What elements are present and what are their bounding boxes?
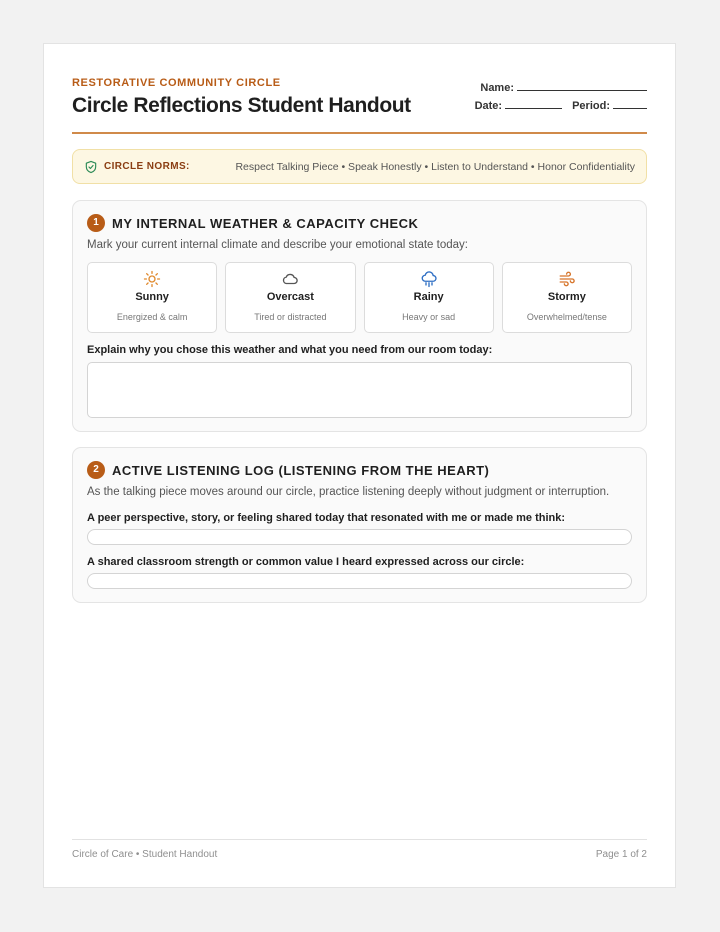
weather-option-stormy[interactable] — [502, 262, 632, 333]
peer-perspective-prompt: A peer perspective, story, or feeling shared today that resonated with me or made me think: — [87, 512, 566, 524]
circle-norms-banner — [72, 149, 647, 184]
name-field[interactable] — [475, 80, 647, 98]
date-label: Date: — [474, 100, 503, 112]
peer-perspective-field[interactable] — [87, 529, 632, 545]
weather-explanation-field[interactable] — [87, 362, 632, 418]
weather-option-desc: Energized & calm — [116, 312, 188, 322]
weather-option-name: Rainy — [413, 291, 444, 303]
handout-page — [43, 43, 676, 888]
header-divider — [72, 132, 647, 134]
period-blank-line[interactable] — [613, 98, 647, 109]
weather-check-section — [72, 200, 647, 432]
page-number: Page 1 of 2 — [595, 849, 647, 860]
cloud-icon — [281, 270, 299, 288]
section-title: ACTIVE LISTENING LOG (LISTENING FROM THE HEART) — [112, 463, 490, 478]
weather-option-desc: Heavy or sad — [402, 312, 456, 322]
section-number-badge: 1 — [87, 214, 105, 232]
section-instructions: As the talking piece moves around our circle, practice listening deeply without judgment or interruption. — [87, 486, 610, 498]
student-info-fields — [475, 80, 647, 116]
name-label: Name: — [480, 82, 514, 94]
section-title: MY INTERNAL WEATHER & CAPACITY CHECK — [112, 216, 419, 231]
weather-options — [87, 262, 632, 333]
period-label: Period: — [572, 100, 610, 112]
weather-option-rainy[interactable] — [364, 262, 494, 333]
weather-option-desc: Overwhelmed/tense — [526, 312, 607, 322]
weather-option-sunny[interactable] — [87, 262, 217, 333]
weather-option-name: Overcast — [266, 291, 314, 303]
rain-cloud-icon — [420, 270, 438, 288]
shared-strength-field[interactable] — [87, 573, 632, 589]
section-number-badge: 2 — [87, 461, 105, 479]
date-period-row — [475, 98, 647, 116]
norms-label: CIRCLE NORMS: — [104, 161, 190, 172]
sun-icon — [143, 270, 161, 288]
weather-option-desc: Tired or distracted — [254, 312, 327, 322]
weather-option-overcast[interactable] — [225, 262, 355, 333]
norms-text: Respect Talking Piece • Speak Honestly • Listen to Understand • Honor Confidentiality — [235, 161, 635, 173]
date-blank-line[interactable] — [505, 98, 562, 109]
weather-option-name: Stormy — [547, 291, 586, 303]
shared-strength-prompt: A shared classroom strength or common value I heard expressed across our circle: — [87, 556, 525, 568]
shield-check-icon — [84, 160, 98, 174]
footer-divider — [72, 839, 647, 840]
footer-left-text: Circle of Care • Student Handout — [72, 849, 218, 860]
program-eyebrow: RESTORATIVE COMMUNITY CIRCLE — [72, 77, 281, 89]
page-content — [72, 44, 647, 887]
weather-option-name: Sunny — [135, 291, 169, 303]
weather-explanation-prompt: Explain why you chose this weather and what you need from our room today: — [87, 344, 493, 356]
name-blank-line[interactable] — [517, 80, 647, 91]
wind-icon — [558, 270, 576, 288]
active-listening-section — [72, 447, 647, 603]
page-title: Circle Reflections Student Handout — [72, 94, 411, 117]
section-instructions: Mark your current internal climate and describe your emotional state today: — [87, 239, 468, 251]
